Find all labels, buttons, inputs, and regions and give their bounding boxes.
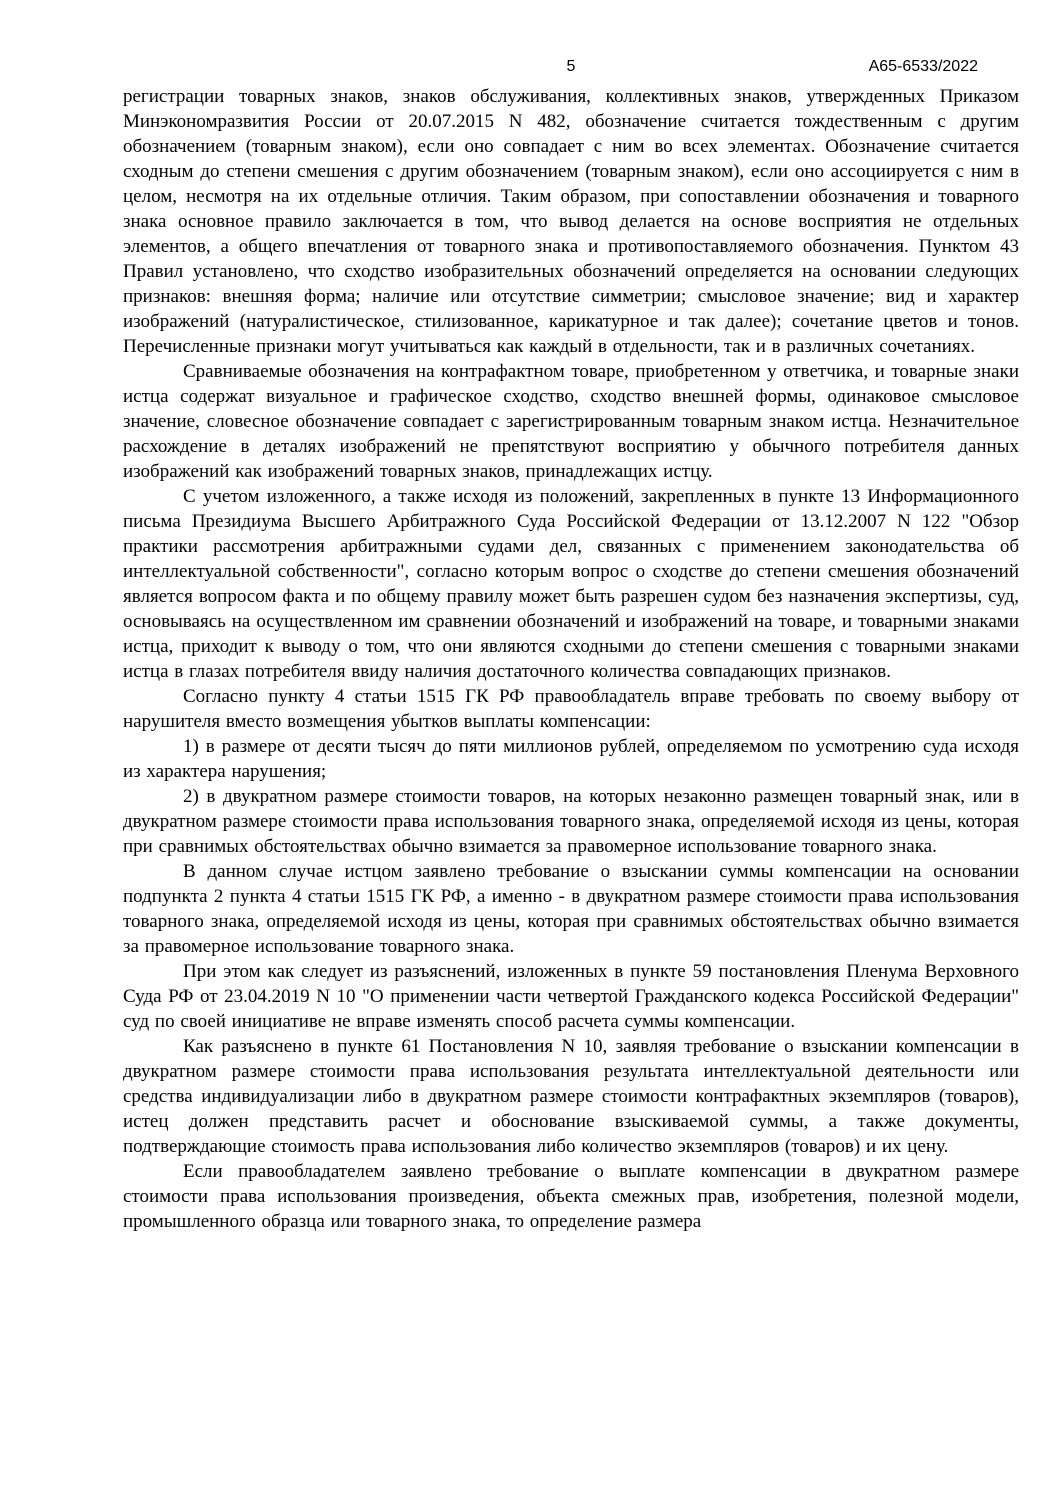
paragraph: Как разъяснено в пункте 61 Постановления N 10, заявляя требование о взыскании компенсации в двукратном размере стоимости права использования результата интеллектуальной деятельности или средства индивидуализации либо в двукратном размере стоимости контрафактных экземпляров (товаров), истец должен представить расчет и обоснование взыскиваемой суммы, а также документы, подтверждающие стоимость права использования либо количество экземпляров (товаров) и их цену. bbox=[123, 1036, 1019, 1157]
page-header bbox=[123, 57, 1019, 79]
case-number: А65-6533/2022 bbox=[868, 58, 978, 75]
paragraph-list-item: 1) в размере от десяти тысяч до пяти миллионов рублей, определяемом по усмотрению суда исходя из характера нарушения; bbox=[123, 736, 1019, 782]
paragraph: При этом как следует из разъяснений, изложенных в пункте 59 постановления Пленума Верховного Суда РФ от 23.04.2019 N 10 "О применении части четвертой Гражданского кодекса Российской Федерации" суд по своей инициативе не вправе изменять способ расчета суммы компенсации. bbox=[123, 961, 1019, 1032]
paragraph: С учетом изложенного, а также исходя из положений, закрепленных в пункте 13 Информационного письма Президиума Высшего Арбитражного Суда Российской Федерации от 13.12.2007 N 122 "Обзор практики рассмотрения арбитражными судами дел, связанных с применением законодательства об интеллектуальной собственности", согласно которым вопрос о сходстве до степени смешения обозначений является вопросом факта и по общему правилу может быть разрешен судом без назначения экспертизы, суд, основываясь на осуществленном им сравнении обозначений и изображений на товаре, и товарными знаками истца, приходит к выводу о том, что они являются сходными до степени смешения с товарными знаками истца в глазах потребителя ввиду наличия достаточного количества совпадающих признаков. bbox=[123, 486, 1019, 682]
paragraph: В данном случае истцом заявлено требование о взыскании суммы компенсации на основании подпункта 2 пункта 4 статьи 1515 ГК РФ, а именно - в двукратном размере стоимости права использования товарного знака, определяемой исходя из цены, которая при сравнимых обстоятельствах обычно взимается за правомерное использование товарного знака. bbox=[123, 861, 1019, 957]
paragraph: Сравниваемые обозначения на контрафактном товаре, приобретенном у ответчика, и товарные знаки истца содержат визуальное и графическое сходство, сходство внешней формы, одинаковое смысловое значение, словесное обозначение совпадает с зарегистрированным товарным знаком истца. Незначительное расхождение в деталях изображений не препятствуют восприятию у обычного потребителя данных изображений как изображений товарных знаков, принадлежащих истцу. bbox=[123, 361, 1019, 482]
document-body bbox=[123, 84, 1019, 1234]
page-number: 5 bbox=[566, 58, 576, 75]
paragraph: Если правообладателем заявлено требование о выплате компенсации в двукратном размере стоимости права использования произведения, объекта смежных прав, изобретения, полезной модели, промышленного образца или товарного знака, то определение размера bbox=[123, 1161, 1019, 1232]
paragraph-list-item: 2) в двукратном размере стоимости товаров, на которых незаконно размещен товарный знак, или в двукратном размере стоимости права использования товарного знака, определяемой исходя из цены, которая при сравнимых обстоятельствах обычно взимается за правомерное использование товарного знака. bbox=[123, 786, 1019, 857]
paragraph: регистрации товарных знаков, знаков обслуживания, коллективных знаков, утвержденных Приказом Минэкономразвития России от 20.07.2015 N 482, обозначение считается тождественным с другим обозначением (товарным знаком), если оно совпадает с ним во всех элементах. Обозначение считается сходным до степени смешения с другим обозначением (товарным знаком), если оно ассоциируется с ним в целом, несмотря на их отдельные отличия. Таким образом, при сопоставлении обозначения и товарного знака основное правило заключается в том, что вывод делается на основе восприятия не отдельных элементов, а общего впечатления от товарного знака и противопоставляемого обозначения. Пунктом 43 Правил установлено, что сходство изобразительных обозначений определяется на основании следующих признаков: внешняя форма; наличие или отсутствие симметрии; смысловое значение; вид и характер изображений (натуралистическое, стилизованное, карикатурное и так далее); сочетание цветов и тонов. Перечисленные признаки могут учитываться как каждый в отдельности, так и в различных сочетаниях. bbox=[123, 86, 1019, 357]
paragraph: Согласно пункту 4 статьи 1515 ГК РФ правообладатель вправе требовать по своему выбору от нарушителя вместо возмещения убытков выплаты компенсации: bbox=[123, 686, 1019, 732]
